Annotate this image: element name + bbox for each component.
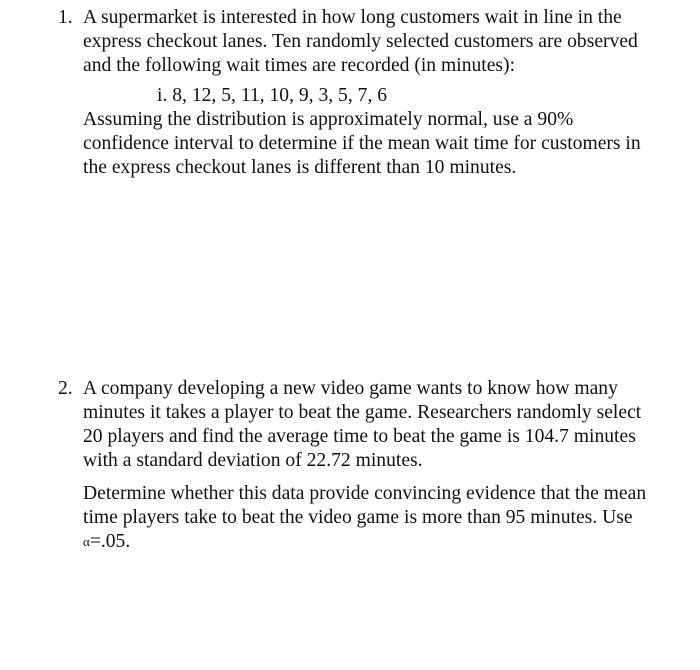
problem-2-question-text: Determine whether this data provide convincing evidence that the mean time players take to beat the video game is more than 95 minutes. Use [83,483,647,528]
problem-1-data-list: i. 8, 12, 5, 11, 10, 9, 3, 5, 7, 6 [157,85,388,106]
problem-2-number: 2. [58,378,73,399]
problem-2-text: A company developing a new video game wants to know how many minutes it takes a player to beat the game. Researchers randomly select 20 players and find the average time to beat the game is 104.7 minutes with a standard deviation of 22.72 minutes. [83,378,642,471]
problem-1 [58,6,658,180]
problem-2-question [83,482,658,554]
problem-2-alpha-value: =.05. [89,531,131,552]
problem-1-question: Assuming the distribution is approximately normal, use a 90% confidence interval to determine if the mean wait time for customers in the express checkout lanes is different than 10 minutes. [83,109,641,178]
alpha-symbol: α [83,534,90,549]
problem-1-text: A supermarket is interested in how long customers wait in line in the express checkout lanes. Ten randomly selected customers are observed and the following wait times are recorded (in minutes): [83,7,638,76]
problem-2 [58,377,658,554]
problem-1-number: 1. [58,7,73,28]
problem-2-item [58,377,658,554]
problem-1-item [58,6,658,180]
